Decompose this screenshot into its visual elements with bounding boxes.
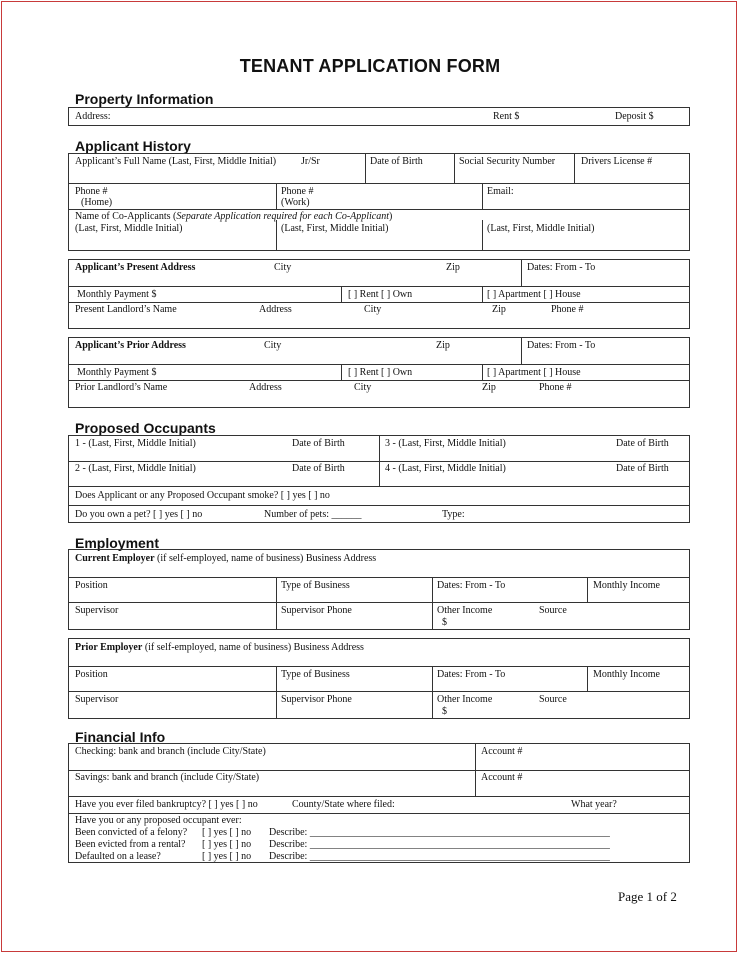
prior-other-income-field[interactable]: Other Income [437,694,493,705]
email-field[interactable]: Email: [487,186,514,197]
prior-landlord-city-field[interactable]: City [354,382,372,393]
row-divider [69,302,689,303]
eviction-describe-field[interactable]: Describe: ____________________________________________________________ [269,839,610,850]
row-divider [69,602,689,603]
row-divider [69,770,689,771]
prior-dates-field[interactable]: Dates: From - To [437,669,506,680]
property-address-field[interactable]: Address: [75,111,111,122]
col-divider [587,577,588,602]
dob-field[interactable]: Date of Birth [370,156,423,167]
property-box [68,107,690,126]
prior-rent-own-checkboxes[interactable]: [ ] Rent [ ] Own [348,367,413,378]
default-question: Defaulted on a lease? [75,851,161,862]
felony-question: Been convicted of a felony? [75,827,188,838]
current-position-field[interactable]: Position [75,580,108,591]
applicant-box [68,153,690,251]
present-rent-own-checkboxes[interactable]: [ ] Rent [ ] Own [348,289,413,300]
prior-other-income-dollar: $ [442,706,447,717]
row-divider [69,796,689,797]
prior-zip-field[interactable]: Zip [436,340,450,351]
present-address-box [68,259,690,329]
eviction-question: Been evicted from a rental? [75,839,186,850]
section-property-information: Property Information [75,91,214,107]
col-divider [587,666,588,691]
col-divider [454,154,455,183]
col-divider [574,154,575,183]
prior-monthly-payment-field[interactable]: Monthly Payment $ [77,367,157,378]
present-landlord-phone-field[interactable]: Phone # [551,304,584,315]
work-phone-sub: (Work) [281,197,310,208]
felony-describe-field[interactable]: Describe: ____________________________________________________________ [269,827,610,838]
prior-landlord-name-field[interactable]: Prior Landlord’s Name [75,382,168,393]
current-employer-field[interactable]: Current Employer (if self-employed, name of business) Business Address [75,553,377,564]
smoke-question[interactable]: Does Applicant or any Proposed Occupant smoke? [ ] yes [ ] no [75,490,330,501]
col-divider [365,154,366,183]
prior-position-field[interactable]: Position [75,669,108,680]
present-dates-field[interactable]: Dates: From - To [527,262,596,273]
occupant-4-field[interactable]: 4 - (Last, First, Middle Initial) [385,463,506,474]
savings-field[interactable]: Savings: bank and branch (include City/State) [75,772,260,783]
occupant-4-dob-field[interactable]: Date of Birth [616,463,669,474]
present-landlord-address-field[interactable]: Address [259,304,292,315]
full-name-field[interactable]: Applicant’s Full Name (Last, First, Middle Initial) [75,156,277,167]
checking-account-field[interactable]: Account # [481,746,523,757]
col-divider [276,577,277,629]
prior-landlord-phone-field[interactable]: Phone # [539,382,572,393]
prior-landlord-zip-field[interactable]: Zip [482,382,496,393]
work-phone-field[interactable]: Phone # [281,186,314,197]
col-divider [432,577,433,629]
co-applicant-name-1[interactable]: (Last, First, Middle Initial) [75,223,183,234]
col-divider [482,364,483,380]
page-number: Page 1 of 2 [618,889,677,904]
pet-count-field[interactable]: Number of pets: ______ [264,509,362,520]
prior-apt-house-checkboxes[interactable]: [ ] Apartment [ ] House [487,367,581,378]
present-landlord-zip-field[interactable]: Zip [492,304,506,315]
row-divider [69,666,689,667]
felony-checkboxes[interactable]: [ ] yes [ ] no [202,827,252,838]
pet-type-field[interactable]: Type: [442,509,465,520]
prior-employer-field[interactable]: Prior Employer (if self-employed, name of business) Business Address [75,642,364,653]
row-divider [69,364,689,365]
row-divider [69,505,689,506]
section-employment: Employment [75,535,160,551]
col-divider [276,220,277,250]
col-divider [341,364,342,380]
current-employer-box [68,549,690,630]
eviction-checkboxes[interactable]: [ ] yes [ ] no [202,839,252,850]
home-phone-field[interactable]: Phone # [75,186,108,197]
current-other-income-dollar: $ [442,617,447,628]
current-supervisor-field[interactable]: Supervisor [75,605,119,616]
occupant-2-dob-field[interactable]: Date of Birth [292,463,345,474]
row-divider [69,183,689,184]
pet-question[interactable]: Do you own a pet? [ ] yes [ ] no [75,509,203,520]
row-divider [69,691,689,692]
current-business-type-field[interactable]: Type of Business [281,580,350,591]
occupant-3-dob-field[interactable]: Date of Birth [616,438,669,449]
prior-supervisor-field[interactable]: Supervisor [75,694,119,705]
current-other-income-field[interactable]: Other Income [437,605,493,616]
section-proposed-occupants: Proposed Occupants [75,420,216,436]
col-divider [482,220,483,250]
rent-field[interactable]: Rent $ [493,111,520,122]
col-divider [482,286,483,302]
row-divider [69,577,689,578]
present-city-field[interactable]: City [274,262,292,273]
prior-landlord-address-field[interactable]: Address [249,382,282,393]
col-divider [521,260,522,286]
current-dates-field[interactable]: Dates: From - To [437,580,506,591]
prior-source-field[interactable]: Source [539,694,567,705]
row-divider [69,486,689,487]
history-intro: Have you or any proposed occupant ever: [75,815,242,826]
present-landlord-city-field[interactable]: City [364,304,382,315]
prior-address-field[interactable]: Applicant’s Prior Address [75,340,186,351]
col-divider [432,666,433,718]
current-income-field[interactable]: Monthly Income [593,580,660,591]
occupant-1-field[interactable]: 1 - (Last, First, Middle Initial) [75,438,196,449]
col-divider [475,744,476,796]
prior-address-box [68,337,690,408]
co-applicant-name-2[interactable]: (Last, First, Middle Initial) [281,223,389,234]
prior-business-type-field[interactable]: Type of Business [281,669,350,680]
present-landlord-name-field[interactable]: Present Landlord’s Name [75,304,177,315]
prior-employer-box [68,638,690,719]
row-divider [69,209,689,210]
checking-field[interactable]: Checking: bank and branch (include City/State) [75,746,266,757]
present-address-field[interactable]: Applicant’s Present Address [75,262,196,273]
col-divider [341,286,342,302]
row-divider [69,286,689,287]
section-applicant-history: Applicant History [75,138,191,154]
bankruptcy-year-field[interactable]: What year? [571,799,617,810]
current-supervisor-phone-field[interactable]: Supervisor Phone [281,605,352,616]
present-zip-field[interactable]: Zip [446,262,460,273]
license-field[interactable]: Drivers License # [581,156,653,167]
col-divider [482,183,483,209]
section-financial-info: Financial Info [75,729,166,745]
col-divider [276,666,277,718]
occupants-box [68,435,690,523]
home-phone-sub: (Home) [81,197,113,208]
co-applicant-label: Name of Co-Applicants (Separate Application required for each Co-Applicant) [75,211,393,222]
col-divider [521,338,522,364]
jr-sr-field[interactable]: Jr/Sr [301,156,320,167]
col-divider [379,436,380,486]
prior-supervisor-phone-field[interactable]: Supervisor Phone [281,694,352,705]
default-describe-field[interactable]: Describe: ____________________________________________________________ [269,851,610,862]
occupant-1-dob-field[interactable]: Date of Birth [292,438,345,449]
prior-income-field[interactable]: Monthly Income [593,669,660,680]
present-monthly-payment-field[interactable]: Monthly Payment $ [77,289,157,300]
ssn-field[interactable]: Social Security Number [459,156,556,167]
form-title: TENANT APPLICATION FORM [239,56,501,76]
row-divider [69,813,689,814]
prior-city-field[interactable]: City [264,340,282,351]
default-checkboxes[interactable]: [ ] yes [ ] no [202,851,252,862]
col-divider [276,183,277,209]
financial-box [68,743,690,863]
occupant-3-field[interactable]: 3 - (Last, First, Middle Initial) [385,438,506,449]
occupant-2-field[interactable]: 2 - (Last, First, Middle Initial) [75,463,196,474]
current-source-field[interactable]: Source [539,605,567,616]
row-divider [69,380,689,381]
bankruptcy-question[interactable]: Have you ever filed bankruptcy? [ ] yes [ ] no [75,799,258,810]
co-applicant-name-3[interactable]: (Last, First, Middle Initial) [487,223,595,234]
present-apt-house-checkboxes[interactable]: [ ] Apartment [ ] House [487,289,581,300]
bankruptcy-county-field[interactable]: County/State where filed: [292,799,395,810]
prior-dates-field[interactable]: Dates: From - To [527,340,596,351]
savings-account-field[interactable]: Account # [481,772,523,783]
deposit-field[interactable]: Deposit $ [615,111,654,122]
